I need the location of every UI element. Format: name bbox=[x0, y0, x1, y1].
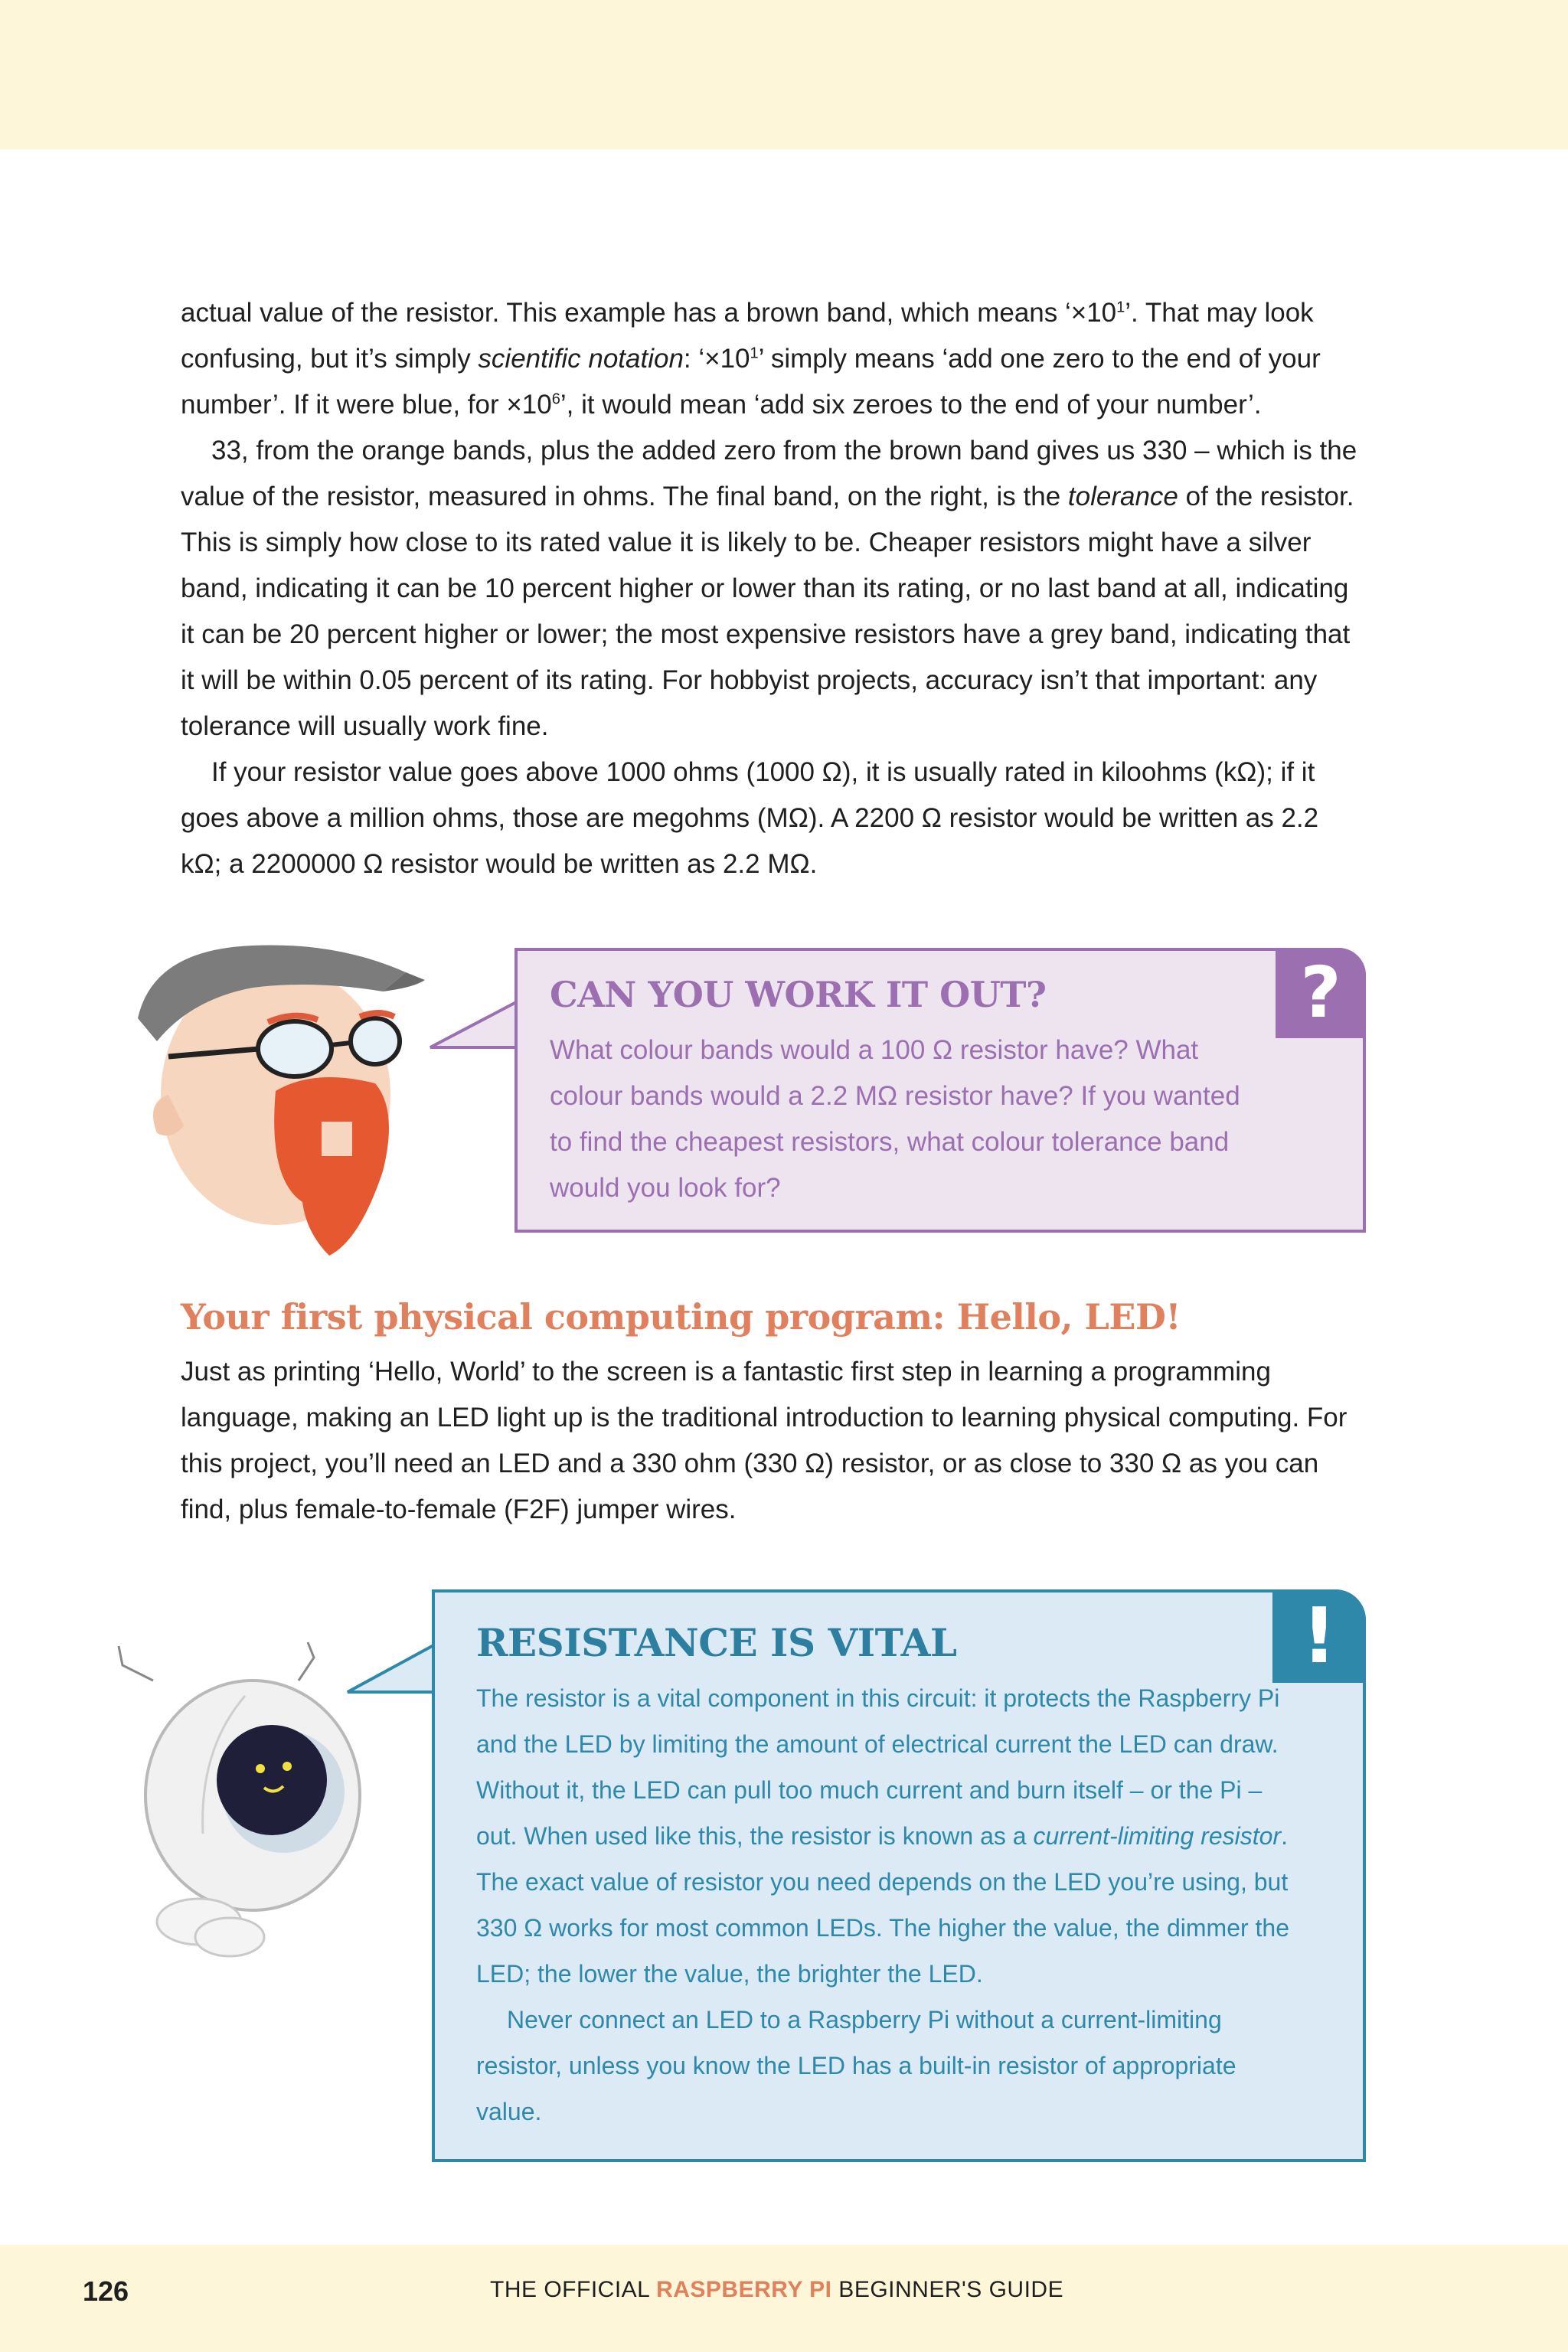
top-page-band bbox=[0, 0, 1568, 149]
paragraph-3: If your resistor value goes above 1000 ohms (1000 Ω), it is usually rated in kiloohms (kΩ); if it goes above a million ohms, those are megohms (MΩ). A 2200 Ω resistor would be written as 2.2 kΩ; a 2200000 Ω resistor would be written as 2.2 MΩ. bbox=[181, 757, 1319, 879]
paragraph-1: actual value of the resistor. This example has a brown band, which means ‘$\times 10^1$’. That may look confusing, but it’s simply scientific notation: ‘$\times 10^1$’ simply means ‘add one zero to the end of your number’. If it were blue, for $\times 10^6$’, it would mean ‘add six zeroes to the end of your number’. bbox=[181, 298, 1321, 420]
speech-tail-blue bbox=[346, 1638, 438, 1715]
callout-can-you-work-it-out bbox=[514, 948, 1366, 1233]
paragraph-2: 33, from the orange bands, plus the added zero from the brown band gives us 330 – which is the value of the resistor, measured in ohms. The final band, on the right, is the tolerance of the resistor. This is simply how close to its rated value it is likely to be. Cheaper resistors might have a silver band, indicating it can be 10 percent higher or lower than its rating, or no last band at all, indicating it can be 20 percent higher or lower; the most expensive resistors have a grey band, indicating that it will be within 0.05 percent of its rating. For hobbyist projects, accuracy isn’t that important: any tolerance will usually work fine. bbox=[181, 436, 1357, 741]
callout-body: What colour bands would a 100 Ω resistor have? What colour bands would a 2.2 MΩ resistor have? If you wanted to find the cheapest resistors, what colour tolerance band would you look for? bbox=[550, 1035, 1240, 1203]
running-footer-title: THE OFFICIAL RASPBERRY PI BEGINNER'S GUIDE bbox=[490, 2277, 1064, 2302]
bearded-man-illustration bbox=[122, 926, 444, 1263]
page-number: 126 bbox=[83, 2275, 129, 2307]
question-mark-icon: ? bbox=[1276, 948, 1366, 1038]
speech-tail-purple bbox=[429, 995, 521, 1072]
callout-title: RESISTANCE IS VITAL bbox=[476, 1620, 957, 1665]
body-text-block bbox=[181, 290, 1366, 887]
callout-body bbox=[476, 1675, 1303, 2135]
callout-paragraph-1: The resistor is a vital component in this circuit: it protects the Raspberry Pi and the LED by limiting the amount of electrical current the LED can draw. Without it, the LED can pull too much current and burn itself – or the Pi – out. When used like this, the resistor is known as a current-limiting resistor. The exact value of resistor you need depends on the LED you’re using, but 330 Ω works for most common LEDs. The higher the value, the dimmer the LED; the lower the value, the brighter the LED. bbox=[476, 1684, 1290, 1988]
callout-resistance-is-vital bbox=[432, 1589, 1366, 2162]
callout-paragraph-2: Never connect an LED to a Raspberry Pi without a current-limiting resistor, unless you know the LED has a built-in resistor of appropriate value. bbox=[476, 2006, 1236, 2125]
robot-illustration bbox=[107, 1635, 383, 1971]
callout-title: CAN YOU WORK IT OUT? bbox=[550, 974, 1047, 1015]
exclamation-icon: ! bbox=[1272, 1589, 1366, 1683]
section-paragraph: Just as printing ‘Hello, World’ to the screen is a fantastic first step in learning a programming language, making an LED light up is the traditional introduction to learning physical computing. For this project, you’ll need an LED and a 330 ohm (330 Ω) resistor, or as close to 330 Ω as you can find, plus female-to-female (F2F) jumper wires. bbox=[181, 1357, 1348, 1524]
section-title: Your first physical computing program: Hello, LED! bbox=[181, 1296, 1181, 1338]
section-paragraph-block bbox=[181, 1349, 1366, 1533]
